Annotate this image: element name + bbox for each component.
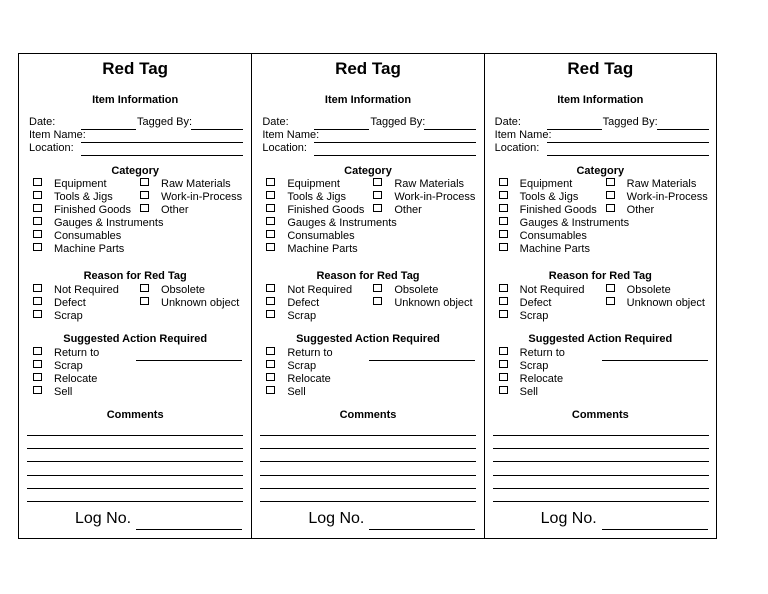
checkbox[interactable] xyxy=(33,230,42,238)
reason-option-label: Defect xyxy=(519,297,552,309)
date-field[interactable] xyxy=(81,129,136,130)
comment-line[interactable] xyxy=(493,501,709,502)
date-label: Date: xyxy=(262,116,289,128)
comment-line[interactable] xyxy=(260,501,476,502)
category-option[interactable] xyxy=(140,178,231,190)
category-option-label: Finished Goods xyxy=(54,204,132,216)
checkbox[interactable] xyxy=(266,310,275,318)
category-option[interactable] xyxy=(606,191,708,203)
checkbox[interactable] xyxy=(266,178,275,186)
category-heading: Category xyxy=(344,165,392,177)
category-option[interactable] xyxy=(373,178,464,190)
checkbox[interactable] xyxy=(266,204,275,212)
reason-option[interactable] xyxy=(373,297,472,309)
red-tag-sheet xyxy=(18,53,717,539)
tagged-by-label: Tagged By: xyxy=(137,116,193,128)
category-option[interactable] xyxy=(373,191,475,203)
return-to-field[interactable] xyxy=(602,360,708,361)
reason-option[interactable] xyxy=(33,284,119,296)
comment-line[interactable] xyxy=(27,448,243,449)
return-to-field[interactable] xyxy=(369,360,475,361)
item-name-label: Item Name: xyxy=(262,129,320,141)
suggested-action-heading: Suggested Action Required xyxy=(528,333,673,345)
location-label: Location: xyxy=(494,142,540,154)
checkbox[interactable] xyxy=(266,297,275,305)
checkbox[interactable] xyxy=(266,284,275,292)
reason-option[interactable] xyxy=(33,310,83,322)
log-no-label: Log No. xyxy=(75,510,132,527)
checkbox[interactable] xyxy=(33,347,42,355)
date-field[interactable] xyxy=(314,129,369,130)
category-option-label: Work-in-Process xyxy=(161,191,243,203)
checkbox[interactable] xyxy=(499,310,508,318)
checkbox[interactable] xyxy=(140,284,149,292)
red-tag-card-1 xyxy=(19,54,251,538)
checkbox[interactable] xyxy=(266,191,275,199)
comment-line[interactable] xyxy=(27,435,243,436)
action-option[interactable] xyxy=(33,347,99,359)
action-option-label: Return to xyxy=(54,347,100,359)
reason-option-label: Defect xyxy=(54,297,86,309)
category-option-label: Raw Materials xyxy=(626,178,697,190)
checkbox[interactable] xyxy=(606,284,615,292)
category-option-label: Gauges & Instruments xyxy=(287,217,397,229)
checkbox[interactable] xyxy=(266,217,275,225)
location-field[interactable] xyxy=(547,155,709,156)
category-option-label: Finished Goods xyxy=(287,204,365,216)
reason-option-label: Not Required xyxy=(519,284,585,296)
item-name-field[interactable] xyxy=(314,142,476,143)
reason-option-label: Scrap xyxy=(287,310,317,322)
category-option-label: Other xyxy=(161,204,189,216)
checkbox[interactable] xyxy=(373,191,382,199)
action-option-label: Scrap xyxy=(519,360,549,372)
category-option[interactable] xyxy=(606,178,697,190)
reason-heading: Reason for Red Tag xyxy=(316,270,420,282)
reason-option[interactable] xyxy=(373,284,438,296)
action-option[interactable] xyxy=(499,373,563,385)
comment-line[interactable] xyxy=(27,488,243,489)
checkbox[interactable] xyxy=(33,373,42,381)
category-option[interactable] xyxy=(266,217,396,229)
category-option-label: Consumables xyxy=(287,230,355,242)
reason-option-label: Unknown object xyxy=(394,297,473,309)
item-name-field[interactable] xyxy=(547,142,709,143)
suggested-action-heading: Suggested Action Required xyxy=(63,333,208,345)
suggested-action-heading: Suggested Action Required xyxy=(296,333,440,345)
action-option[interactable] xyxy=(33,360,83,372)
item-name-label: Item Name: xyxy=(29,129,86,141)
red-tag-card-2 xyxy=(251,54,483,538)
action-option-label: Sell xyxy=(54,386,73,398)
category-option-label: Work-in-Process xyxy=(626,191,708,203)
reason-option-label: Scrap xyxy=(519,310,549,322)
checkbox[interactable] xyxy=(373,284,382,292)
category-option[interactable] xyxy=(266,243,357,255)
checkbox[interactable] xyxy=(33,243,42,251)
action-option-label: Relocate xyxy=(54,373,98,385)
action-option[interactable] xyxy=(266,373,330,385)
reason-option[interactable] xyxy=(266,284,352,296)
checkbox[interactable] xyxy=(266,360,275,368)
comment-line[interactable] xyxy=(493,488,709,489)
category-option[interactable] xyxy=(499,178,573,190)
comments-heading: Comments xyxy=(571,409,629,421)
comment-line[interactable] xyxy=(493,475,709,476)
checkbox[interactable] xyxy=(499,284,508,292)
action-option[interactable] xyxy=(266,360,316,372)
checkbox[interactable] xyxy=(266,347,275,355)
log-no-field[interactable] xyxy=(369,529,475,530)
action-option[interactable] xyxy=(266,347,332,359)
location-label: Location: xyxy=(262,142,307,154)
comments-heading: Comments xyxy=(339,409,397,421)
checkbox[interactable] xyxy=(266,373,275,381)
reason-option-label: Defect xyxy=(287,297,320,309)
action-option-label: Relocate xyxy=(519,373,564,385)
log-no-field[interactable] xyxy=(136,529,242,530)
comment-line[interactable] xyxy=(260,448,476,449)
checkbox[interactable] xyxy=(499,373,508,381)
category-option-label: Raw Materials xyxy=(161,178,231,190)
comments-heading: Comments xyxy=(106,409,164,421)
category-option[interactable] xyxy=(606,204,655,216)
category-option-label: Gauges & Instruments xyxy=(519,217,630,229)
log-no-label: Log No. xyxy=(540,510,597,527)
reason-heading: Reason for Red Tag xyxy=(548,270,652,282)
comment-line[interactable] xyxy=(493,448,709,449)
category-option[interactable] xyxy=(140,204,189,216)
comment-line[interactable] xyxy=(27,461,243,462)
reason-option[interactable] xyxy=(499,297,552,309)
comment-line[interactable] xyxy=(493,461,709,462)
checkbox[interactable] xyxy=(373,204,382,212)
reason-option[interactable] xyxy=(33,297,86,309)
checkbox[interactable] xyxy=(499,360,508,368)
category-option[interactable] xyxy=(266,204,364,216)
tag-title: Red Tag xyxy=(335,59,401,78)
category-option-label: Other xyxy=(394,204,422,216)
comment-line[interactable] xyxy=(260,475,476,476)
checkbox[interactable] xyxy=(33,284,42,292)
reason-option-label: Obsolete xyxy=(626,284,671,296)
date-label: Date: xyxy=(29,116,56,128)
comment-line[interactable] xyxy=(260,461,476,462)
checkbox[interactable] xyxy=(33,178,42,186)
category-option[interactable] xyxy=(499,217,629,229)
return-to-field[interactable] xyxy=(136,360,242,361)
category-option[interactable] xyxy=(33,178,107,190)
reason-option-label: Obsolete xyxy=(394,284,439,296)
reason-option-label: Unknown object xyxy=(626,297,705,309)
checkbox[interactable] xyxy=(140,204,149,212)
checkbox[interactable] xyxy=(499,347,508,355)
comment-line[interactable] xyxy=(260,488,476,489)
action-option-label: Sell xyxy=(519,386,538,398)
log-no-label: Log No. xyxy=(308,510,365,527)
category-option[interactable] xyxy=(33,243,124,255)
category-option[interactable] xyxy=(373,204,422,216)
reason-option[interactable] xyxy=(140,297,239,309)
checkbox[interactable] xyxy=(499,191,508,199)
comment-line[interactable] xyxy=(493,435,709,436)
reason-option-label: Scrap xyxy=(54,310,83,322)
category-option-label: Gauges & Instruments xyxy=(54,217,164,229)
category-option-label: Tools & Jigs xyxy=(287,191,347,203)
category-option[interactable] xyxy=(33,204,131,216)
checkbox[interactable] xyxy=(499,217,508,225)
category-heading: Category xyxy=(576,165,625,177)
category-option-label: Tools & Jigs xyxy=(54,191,113,203)
category-option[interactable] xyxy=(266,178,340,190)
item-name-field[interactable] xyxy=(81,142,243,143)
comment-line[interactable] xyxy=(27,475,243,476)
action-option-label: Scrap xyxy=(54,360,83,372)
tag-title: Red Tag xyxy=(102,59,169,78)
category-option-label: Consumables xyxy=(519,230,587,242)
reason-option[interactable] xyxy=(606,284,671,296)
checkbox[interactable] xyxy=(499,204,508,212)
category-option-label: Tools & Jigs xyxy=(519,191,579,203)
category-option-label: Machine Parts xyxy=(54,243,125,255)
category-option[interactable] xyxy=(140,191,242,203)
category-option[interactable] xyxy=(266,230,354,242)
category-option-label: Machine Parts xyxy=(287,243,358,255)
item-information-heading: Item Information xyxy=(92,94,179,106)
checkbox[interactable] xyxy=(266,243,275,251)
red-tag-card-3 xyxy=(484,54,716,538)
checkbox[interactable] xyxy=(266,386,275,394)
checkbox[interactable] xyxy=(499,297,508,305)
action-option[interactable] xyxy=(266,386,305,398)
category-option[interactable] xyxy=(499,243,590,255)
date-field[interactable] xyxy=(547,129,602,130)
tagged-by-field[interactable] xyxy=(424,129,476,130)
action-option[interactable] xyxy=(499,360,549,372)
checkbox[interactable] xyxy=(33,297,42,305)
tagged-by-field[interactable] xyxy=(191,129,243,130)
action-option[interactable] xyxy=(499,386,538,398)
checkbox[interactable] xyxy=(33,191,42,199)
action-option-label: Sell xyxy=(287,386,306,398)
reason-option-label: Obsolete xyxy=(161,284,206,296)
location-label: Location: xyxy=(29,142,74,154)
action-option[interactable] xyxy=(33,373,97,385)
checkbox[interactable] xyxy=(373,178,382,186)
reason-option-label: Not Required xyxy=(287,284,353,296)
log-no-field[interactable] xyxy=(602,529,708,530)
checkbox[interactable] xyxy=(606,297,615,305)
checkbox[interactable] xyxy=(606,191,615,199)
category-option-label: Equipment xyxy=(519,178,573,190)
reason-heading: Reason for Red Tag xyxy=(83,270,187,282)
category-option-label: Work-in-Process xyxy=(394,191,476,203)
reason-option[interactable] xyxy=(499,284,585,296)
action-option-label: Return to xyxy=(519,347,565,359)
checkbox[interactable] xyxy=(606,204,615,212)
category-option[interactable] xyxy=(33,217,163,229)
category-option-label: Finished Goods xyxy=(519,204,597,216)
reason-option-label: Not Required xyxy=(54,284,119,296)
category-option[interactable] xyxy=(33,230,121,242)
category-option-label: Raw Materials xyxy=(394,178,465,190)
tagged-by-label: Tagged By: xyxy=(602,116,658,128)
tag-title: Red Tag xyxy=(567,59,634,78)
category-option-label: Other xyxy=(626,204,655,216)
comment-line[interactable] xyxy=(27,501,243,502)
checkbox[interactable] xyxy=(266,230,275,238)
category-option[interactable] xyxy=(33,191,113,203)
reason-option[interactable] xyxy=(606,297,705,309)
checkbox[interactable] xyxy=(499,243,508,251)
action-option-label: Scrap xyxy=(287,360,317,372)
tagged-by-field[interactable] xyxy=(657,129,709,130)
reason-option[interactable] xyxy=(499,310,549,322)
item-name-label: Item Name: xyxy=(494,129,552,141)
date-label: Date: xyxy=(494,116,521,128)
item-information-heading: Item Information xyxy=(557,94,644,106)
location-field[interactable] xyxy=(314,155,476,156)
checkbox[interactable] xyxy=(140,297,149,305)
comment-line[interactable] xyxy=(260,435,476,436)
reason-option-label: Unknown object xyxy=(161,297,240,309)
category-heading: Category xyxy=(111,165,159,177)
checkbox[interactable] xyxy=(499,230,508,238)
action-option-label: Relocate xyxy=(287,373,331,385)
category-option[interactable] xyxy=(499,204,597,216)
action-option[interactable] xyxy=(33,386,72,398)
reason-option[interactable] xyxy=(266,297,319,309)
checkbox[interactable] xyxy=(606,178,615,186)
checkbox[interactable] xyxy=(33,217,42,225)
checkbox[interactable] xyxy=(33,204,42,212)
location-field[interactable] xyxy=(81,155,243,156)
category-option-label: Equipment xyxy=(287,178,340,190)
tagged-by-label: Tagged By: xyxy=(370,116,426,128)
item-information-heading: Item Information xyxy=(324,94,412,106)
category-option-label: Equipment xyxy=(54,178,107,190)
checkbox[interactable] xyxy=(373,297,382,305)
category-option-label: Consumables xyxy=(54,230,122,242)
action-option-label: Return to xyxy=(287,347,333,359)
checkbox[interactable] xyxy=(499,386,508,394)
checkbox[interactable] xyxy=(499,178,508,186)
action-option[interactable] xyxy=(499,347,565,359)
checkbox[interactable] xyxy=(33,386,42,394)
category-option[interactable] xyxy=(266,191,346,203)
category-option[interactable] xyxy=(499,191,579,203)
reason-option[interactable] xyxy=(266,310,316,322)
checkbox[interactable] xyxy=(140,178,149,186)
checkbox[interactable] xyxy=(33,360,42,368)
checkbox[interactable] xyxy=(33,310,42,318)
reason-option[interactable] xyxy=(140,284,205,296)
category-option[interactable] xyxy=(499,230,587,242)
checkbox[interactable] xyxy=(140,191,149,199)
category-option-label: Machine Parts xyxy=(519,243,590,255)
